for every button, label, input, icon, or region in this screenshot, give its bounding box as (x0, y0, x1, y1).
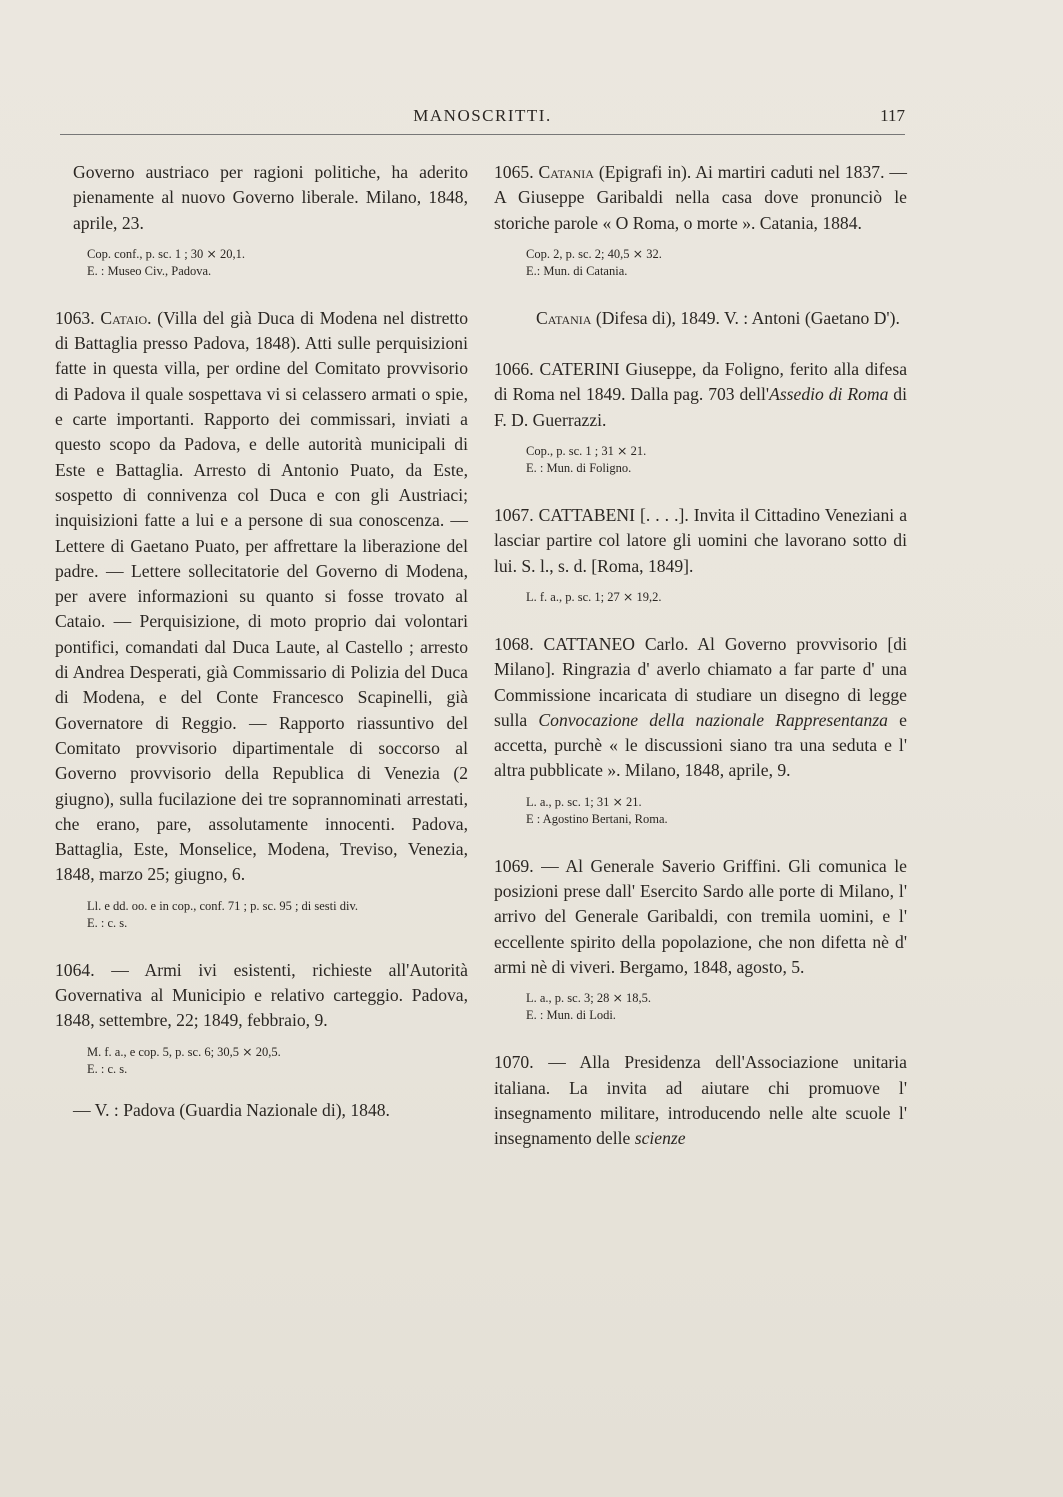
spacer (512, 606, 907, 632)
entry-text-italic: scienze (634, 1128, 686, 1149)
entry-text: — Armi ivi esistenti, richieste all'Autorità Governativa al Municipio e relativo carteggio. Padova, 1848, settembre, 22; 1849, febbraio, 9. (55, 959, 468, 1031)
entry-1066 (494, 357, 907, 433)
entry-number: 1064. (55, 959, 95, 980)
entry-number: 1066. (494, 359, 534, 380)
book-title: Assedio di Roma (769, 384, 889, 405)
entry-note: E. : Mun. di Foligno. (526, 461, 632, 476)
entry-1063 (55, 306, 468, 888)
entry-text: e accetta, purchè « le discussioni siano tra una seduta e l' altra pubblicate ». Milano, 1848, aprile, 9. (494, 709, 907, 781)
entry-1065 (494, 160, 907, 236)
entry-note: E.: Mun. di Catania. (526, 263, 628, 278)
entry-note: L. a., p. sc. 3; 28 ⨯ 18,5. (526, 991, 652, 1006)
spacer (512, 280, 907, 306)
entry-number: 1070. (494, 1052, 534, 1073)
entry-1068 (494, 632, 907, 784)
entry-heading: Catania (538, 162, 594, 182)
entry-note: L. a., p. sc. 1; 31 ⨯ 21. (526, 794, 642, 809)
entry-number: 1068. (494, 633, 534, 654)
entry-1067 (494, 503, 907, 579)
entry-note: M. f. a., e cop. 5, p. sc. 6; 30,5 ⨯ 20,5. (87, 1044, 281, 1059)
spacer (512, 828, 907, 854)
entry-heading: Cataio. (100, 307, 152, 328)
spacer (73, 280, 468, 306)
left-column (55, 160, 469, 1123)
running-header (60, 104, 905, 130)
running-title: MANOSCRITTI. (413, 106, 552, 125)
entry-text: Governo austriaco per ragioni politiche, ha aderito pienamente al nuovo Governo liberale. Milano, 1848, aprile, 23. (73, 162, 468, 233)
spacer (73, 932, 468, 958)
entry-text: di F. D. Guerrazzi. (494, 384, 907, 430)
entry-1070 (494, 1050, 907, 1151)
entry-note: Cop., p. sc. 1 ; 31 ⨯ 21. (526, 444, 647, 459)
spacer (512, 331, 907, 357)
entry-note: E : Agostino Bertani, Roma. (526, 811, 668, 826)
entry-1069 (494, 854, 907, 980)
entry-note: E. : Museo Civ., Padova. (87, 263, 212, 278)
entry-number: 1065. (494, 162, 534, 182)
page-number: 117 (880, 106, 905, 125)
spacer (73, 1078, 468, 1098)
entry-note: E. : c. s. (87, 1061, 128, 1076)
header-rule (60, 134, 905, 135)
entry-note: E. : c. s. (87, 915, 128, 930)
entry-note: L. f. a., p. sc. 1; 27 ⨯ 19,2. (526, 589, 662, 604)
entry-text: — Al Generale Saverio Griffini. Gli comunica le posizioni prese dall' Esercito Sardo alle porte di Milano, l' arrivo del Generale Garibaldi, con tremila uomini, e l' eccellente spirito della popolazione, che non difetta nè d' armi nè di viveri. Bergamo, 1848, agosto, 5. (494, 855, 907, 977)
entry-note: E. : Mun. di Lodi. (526, 1008, 616, 1023)
entry-note: Ll. e dd. oo. e in cop., conf. 71 ; p. sc. 95 ; di sesti div. (87, 898, 359, 913)
right-column (494, 160, 907, 1151)
document-title: Convocazione della nazionale Rappresentanza (538, 709, 888, 730)
spacer (512, 1024, 907, 1050)
entry-heading: Catania (536, 307, 592, 328)
cross-reference (512, 306, 907, 331)
entry-text: — Alla Presidenza dell'Associazione unitaria italiana. La invita ad aiutare chi promuove l' insegnamento militare, introducendo nelle alte scuole l' insegnamento delle (494, 1052, 907, 1149)
entry-number: 1069. (494, 855, 534, 876)
cross-reference: — V. : Padova (Guardia Nazionale di), 1848. (73, 1099, 390, 1120)
entry-note: Cop. 2, p. sc. 2; 40,5 ⨯ 32. (526, 246, 662, 261)
entry-text: CATTABENI [. . . .]. Invita il Cittadino Veneziani a lasciar partire col latore gli uomini che lavorano sotto di lui. S. l., s. d. [Roma, 1849]. (494, 505, 907, 576)
entry-text: CATTANEO Carlo. Al Governo provvisorio [di Milano]. Ringrazia d' averlo chiamato a far parte d' una Commissione incaricata di studiare un disegno di legge sulla (494, 633, 907, 730)
entry-number: 1067. (494, 505, 534, 526)
entry-text: (Villa del già Duca di Modena nel distretto di Battaglia presso Padova, 1848). Atti sulle perquisizioni fatte in questa villa, per ordine del Comitato provvisorio di Padova il quale sospettava vi si celassero armati o spie, e carte importanti. Rapporto dei commissari, inviati a questo scopo da Padova, e delle autorità municipali di Este e Battaglia. Arresto di Antonio Puato, da Este, sospetto di connivenza col Duca e con gli Austriaci; inquisizioni fatte a lui e a persone di sua conoscenza. — Lettere di Gaetano Puato, per affrettare la liberazione del padre. — Lettere sollecitatorie del Governo di Modena, per avere informazioni su quanto si fosse trovato al Cataio. — Perquisizione, di moto proprio dai volontari pontifici, comandati dal Duca Laute, al Castello ; arresto di Andrea Desperati, già Commissario di Polizia del Duca di Modena, e del Conte Francesco Scapinelli, già Governatore di Reggio. — Rapporto riassuntivo del Comitato provvisorio dipartimentale di soccorso al Governo provvisorio della Republica di Venezia (2 giugno), sulla fucilazione dei tre soprannominati arrestati, che erano, pare, assolutamente innocenti. Padova, Battaglia, Este, Monselice, Modena, Treviso, Venezia, 1848, marzo 25; giugno, 6. (55, 307, 469, 885)
entry-text: (Difesa di), 1849. V. : Antoni (Gaetano D'). (595, 307, 900, 328)
entry-number: 1063. (55, 307, 95, 328)
entry-text: (Epigrafi in). Ai martiri caduti nel 1837. — A Giuseppe Garibaldi nella casa dove pronunciò le storiche parole « O Roma, o morte ». Catania, 1884. (494, 162, 907, 233)
entry-text: CATERINI Giuseppe, da Foligno, ferito alla difesa di Roma nel 1849. Dalla pag. 703 dell' (494, 359, 907, 405)
spacer (512, 477, 907, 503)
entry-1064 (55, 958, 468, 1034)
entry-note: Cop. conf., p. sc. 1 ; 30 ⨯ 20,1. (87, 246, 246, 261)
